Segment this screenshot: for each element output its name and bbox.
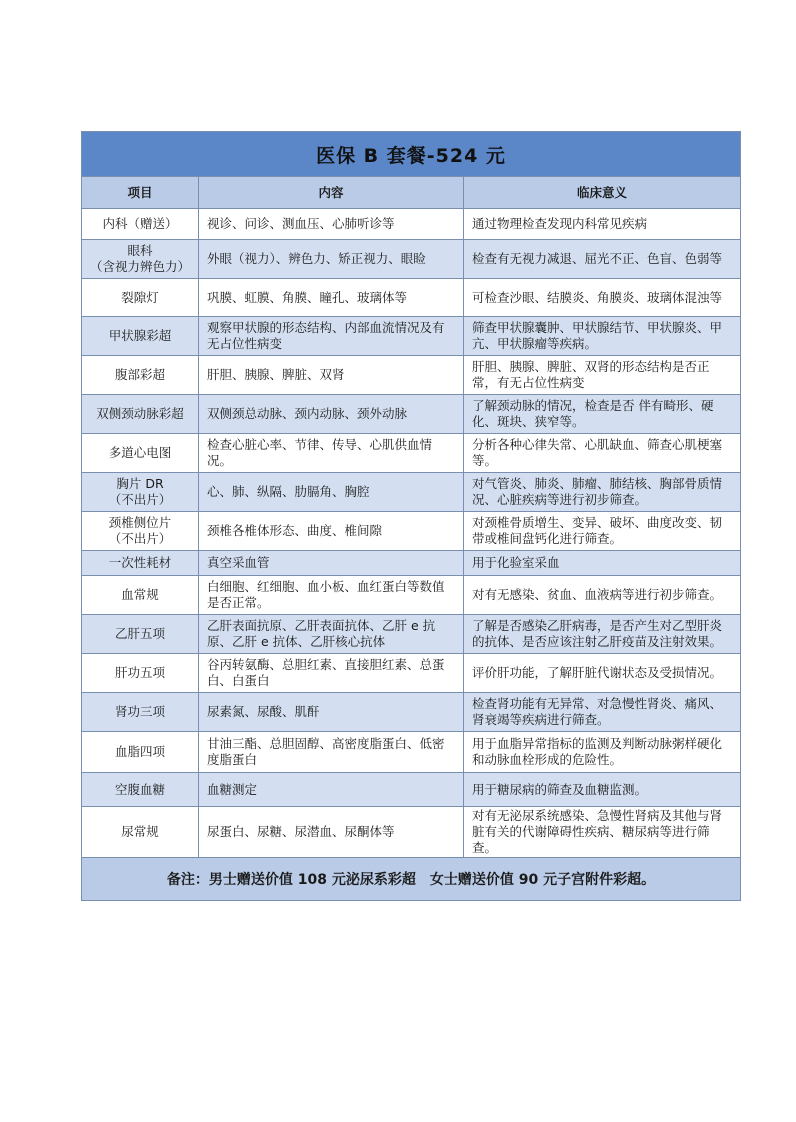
row-item: 胸片 DR （不出片） <box>82 473 199 511</box>
table-row <box>82 512 740 551</box>
row-item: 内科（赠送） <box>82 209 199 239</box>
row-content: 颈椎各椎体形态、曲度、椎间隙 <box>199 512 464 550</box>
table-row <box>82 773 740 807</box>
package-table <box>81 131 741 901</box>
row-content: 双侧颈总动脉、颈内动脉、颈外动脉 <box>199 395 464 433</box>
row-content: 外眼（视力）、辨色力、矫正视力、眼睑 <box>199 240 464 278</box>
table-row <box>82 615 740 654</box>
table-row <box>82 732 740 773</box>
row-content: 检查心脏心率、节律、传导、心肌供血情况。 <box>199 434 464 472</box>
row-item: 眼科 （含视力辨色力） <box>82 240 199 278</box>
row-item: 肝功五项 <box>82 654 199 692</box>
header-content: 内容 <box>199 177 464 208</box>
row-item: 乙肝五项 <box>82 615 199 653</box>
row-meaning: 用于化验室采血 <box>472 555 560 570</box>
row-item: 空腹血糖 <box>82 773 199 806</box>
row-meaning: 对有无感染、贫血、血液病等进行初步筛查。 <box>472 587 723 602</box>
table-row <box>82 807 740 857</box>
footnote: 备注：男士赠送价值 108 元泌尿系彩超 女士赠送价值 90 元子宫附件彩超。 <box>82 857 740 900</box>
row-content: 乙肝表面抗原、乙肝表面抗体、乙肝 e 抗原、乙肝 e 抗体、乙肝核心抗体 <box>199 615 464 653</box>
row-meaning: 检查肾功能有无异常、对急慢性肾炎、痛风、肾衰竭等疾病进行筛查。 <box>472 696 723 727</box>
header-item: 项目 <box>82 177 199 208</box>
row-item: 颈椎侧位片 （不出片） <box>82 512 199 550</box>
row-item: 肾功三项 <box>82 693 199 731</box>
table-row <box>82 473 740 512</box>
row-meaning: 用于血脂异常指标的监测及判断动脉粥样硬化和动脉血栓形成的危险性。 <box>472 736 723 767</box>
row-content: 肝胆、胰腺、脾脏、双肾 <box>199 356 464 394</box>
row-meaning: 用于糖尿病的筛查及血糖监测。 <box>472 781 648 797</box>
row-meaning: 检查有无视力减退、屈光不正、色盲、色弱等 <box>472 251 723 266</box>
row-meaning: 对气管炎、肺炎、肺瘤、肺结核、胸部骨质情况、心脏疾病等进行初步筛查。 <box>472 476 723 507</box>
table-row <box>82 551 740 576</box>
table-row <box>82 356 740 395</box>
row-item: 腹部彩超 <box>82 356 199 394</box>
table-row <box>82 317 740 356</box>
row-content: 尿素氮、尿酸、肌酐 <box>199 693 464 731</box>
header-meaning: 临床意义 <box>576 184 627 200</box>
row-content: 血糖测定 <box>199 773 464 806</box>
row-meaning: 可检查沙眼、结膜炎、角膜炎、玻璃体混浊等 <box>472 289 723 305</box>
row-meaning: 通过物理检查发现内科常见疾病 <box>472 216 648 231</box>
row-meaning: 对有无泌尿系统感染、急慢性肾病及其他与肾脏有关的代谢障碍性疾病、糖尿病等进行筛查。 <box>472 808 723 855</box>
row-item: 血脂四项 <box>82 732 199 772</box>
table-row <box>82 434 740 473</box>
row-item: 裂隙灯 <box>82 279 199 316</box>
row-meaning: 评价肝功能，了解肝脏代谢状态及受损情况。 <box>472 665 723 680</box>
row-content: 尿蛋白、尿糖、尿潜血、尿酮体等 <box>199 807 464 857</box>
row-item: 多道心电图 <box>82 434 199 472</box>
row-meaning: 分析各种心律失常、心肌缺血、筛查心肌梗塞等。 <box>472 437 723 468</box>
row-content: 视诊、问诊、测血压、心肺听诊等 <box>199 209 464 239</box>
row-item: 血常规 <box>82 576 199 614</box>
row-item: 双侧颈动脉彩超 <box>82 395 199 433</box>
row-item: 尿常规 <box>82 807 199 857</box>
row-content: 心、肺、纵隔、肋膈角、胸腔 <box>199 473 464 511</box>
row-meaning: 了解颈动脉的情况，检查是否 伴有畸形、硬化、斑块、狭窄等。 <box>472 398 714 429</box>
table-row <box>82 279 740 317</box>
row-content: 巩膜、虹膜、角膜、瞳孔、玻璃体等 <box>199 279 464 316</box>
table-header-row <box>82 177 740 209</box>
row-item: 甲状腺彩超 <box>82 317 199 355</box>
package-title: 医保 B 套餐-524 元 <box>82 132 740 177</box>
row-item: 一次性耗材 <box>82 551 199 575</box>
row-meaning: 筛查甲状腺囊肿、甲状腺结节、甲状腺炎、甲亢、甲状腺瘤等疾病。 <box>472 320 723 351</box>
row-content: 真空采血管 <box>199 551 464 575</box>
row-content: 甘油三酯、总胆固醇、高密度脂蛋白、低密度脂蛋白 <box>199 732 464 772</box>
table-row <box>82 395 740 434</box>
row-content: 观察甲状腺的形态结构、内部血流情况及有无占位性病变 <box>199 317 464 355</box>
table-body <box>82 209 740 857</box>
row-meaning: 了解是否感染乙肝病毒，是否产生对乙型肝炎的抗体、是否应该注射乙肝疫苗及注射效果。 <box>472 618 723 649</box>
row-content: 白细胞、红细胞、血小板、血红蛋白等数值是否正常。 <box>199 576 464 614</box>
table-row <box>82 576 740 615</box>
table-row <box>82 693 740 732</box>
table-row <box>82 240 740 279</box>
table-row <box>82 209 740 240</box>
table-row <box>82 654 740 693</box>
row-meaning: 肝胆、胰腺、脾脏、双肾的形态结构是否正常，有无占位性病变 <box>472 359 710 390</box>
row-meaning: 对颈椎骨质增生、变异、破坏、曲度改变、韧带或椎间盘钙化进行筛查。 <box>472 515 723 546</box>
row-content: 谷丙转氨酶、总胆红素、直接胆红素、总蛋白、白蛋白 <box>199 654 464 692</box>
